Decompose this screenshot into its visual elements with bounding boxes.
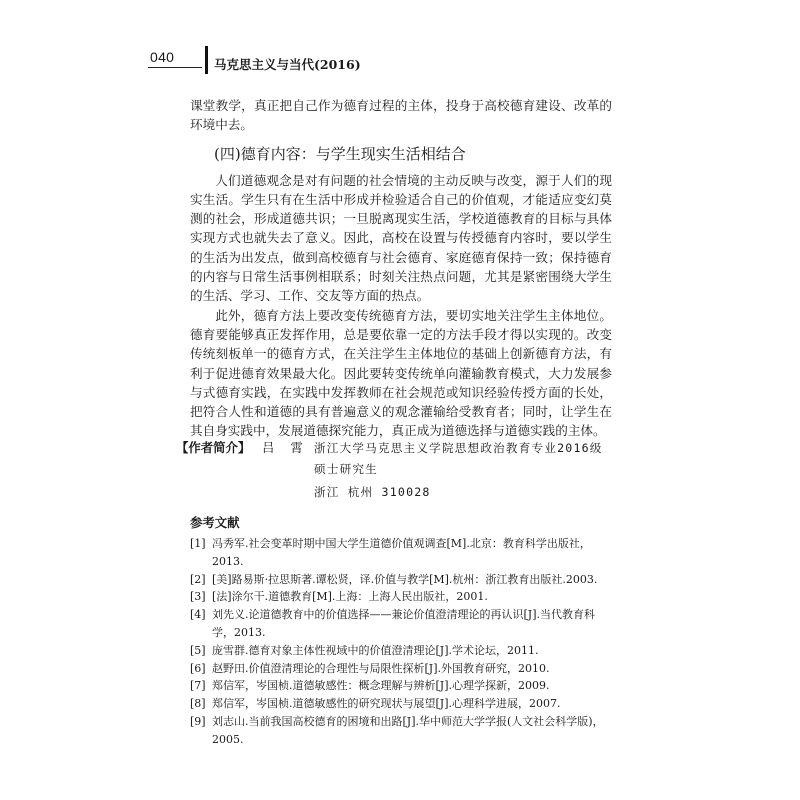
reference-text: 冯秀军.社会变革时期中国大学生道德价值观调查[M].北京：教育科学出版社，2013.: [212, 537, 591, 568]
paragraph-2: 此外，德育方法上要改变传统德育方法，要切实地关注学生主体地位。德育要能够真正发挥作用，总是要依靠一定的方法手段才得以实现的。改变传统刻板单一的德育方式，在关注学生主体地位的基础上创新德育方法，有利于促进德育效果最大化。因此要转变传统单向灌输教育模式，大力发展参与式德育实践，在实践中发挥教师在社会规范或知识经验传授方面的长处，把符合人性和道德的具有普遍意义的观念灌输给受教育者；同时，让学生在其自身实践中，发展道德探究能力，真正成为道德选择与道德实践的主体。: [190, 307, 612, 439]
intro-paragraph: 课堂教学，真正把自己作为德育过程的主体，投身于高校德育建设、改革的环境中去。: [190, 98, 612, 133]
reference-text: 郑信军，岑国桢.道德敏感性：概念理解与辨析[J].心理学探新，2009.: [212, 679, 550, 693]
reference-item: [190, 695, 616, 713]
page-number: 040: [150, 49, 175, 65]
reference-item: [190, 660, 616, 678]
author-details: [314, 438, 609, 503]
reference-item: [190, 677, 616, 695]
reference-number: [9]: [190, 714, 206, 728]
reference-number: [7]: [190, 679, 206, 693]
paragraph-1: 人们道德观念是对有问题的社会情境的主动反映与改变，源于人们的现实生活。学生只有在生活中形成并检验适合自己的价值观，才能适应变幻莫测的社会，形成道德共识；一旦脱离现实生活，学校道德教育的目标与具体实现方式也就失去了意义。因此，高校在设置与传授德育内容时，要以学生的生活为出发点，做到高校德育与社会德育、家庭德育保持一致；保持德育的内容与日常生活事例相联系；时刻关注热点问题，尤其是紧密围绕大学生的生活、学习、工作、交友等方面的热点。: [190, 172, 612, 304]
journal-title: 马克思主义与当代(2016): [214, 57, 361, 72]
reference-number: [4]: [190, 608, 206, 622]
section-heading: (四)德育内容：与学生现实生活相结合: [214, 144, 466, 163]
author-description: 浙江大学马克思主义学院思想政治教育专业2016级硕士研究生: [314, 441, 603, 476]
references: [190, 513, 616, 749]
running-header: [148, 46, 618, 74]
reference-item: [190, 571, 616, 589]
reference-item: [190, 642, 616, 660]
reference-text: [法]涂尔干.道德教育[M].上海：上海人民出版社，2001.: [212, 590, 488, 604]
references-title: 参考文献: [190, 516, 240, 530]
reference-text: [美]路易斯·拉思斯著.谭松贤，译.价值与教学[M].杭州：浙江教育出版社.2003.: [212, 572, 598, 586]
reference-number: [1]: [190, 537, 206, 550]
article-body: [190, 96, 612, 441]
header-divider-bar: [205, 46, 208, 74]
reference-text: 庞雪群.德育对象主体性视域中的价值澄清理论[J].学术论坛，2011.: [212, 643, 539, 657]
header-rule: [148, 67, 202, 68]
reference-item: [190, 606, 616, 642]
author-name: 吕 霄: [262, 440, 309, 455]
reference-number: [3]: [190, 590, 206, 604]
reference-text: 刘先义.论道德教育中的价值选择——兼论价值澄清理论的再认识[J].当代教育科学，2013.: [212, 608, 595, 639]
author-label: 【作者简介】: [176, 440, 251, 455]
reference-number: [8]: [190, 697, 206, 711]
reference-text: 郑信军，岑国桢.道德敏感性的研究现状与展望[J].心理科学进展，2007.: [212, 697, 561, 711]
reference-item: [190, 713, 616, 749]
reference-text: 赵野田.价值澄清理论的合理性与局限性探析[J].外国教育研究，2010.: [212, 661, 550, 675]
reference-item: [190, 588, 616, 606]
reference-number: [6]: [190, 661, 206, 675]
reference-number: [5]: [190, 643, 206, 657]
reference-number: [2]: [190, 572, 206, 586]
reference-text: 刘志山.当前我国高校德育的困境和出路[J].华中师范大学学报(人文社会科学版)，2005.: [212, 714, 604, 746]
author-address: 浙江 杭州 310028: [314, 485, 431, 499]
reference-item: [190, 535, 616, 571]
